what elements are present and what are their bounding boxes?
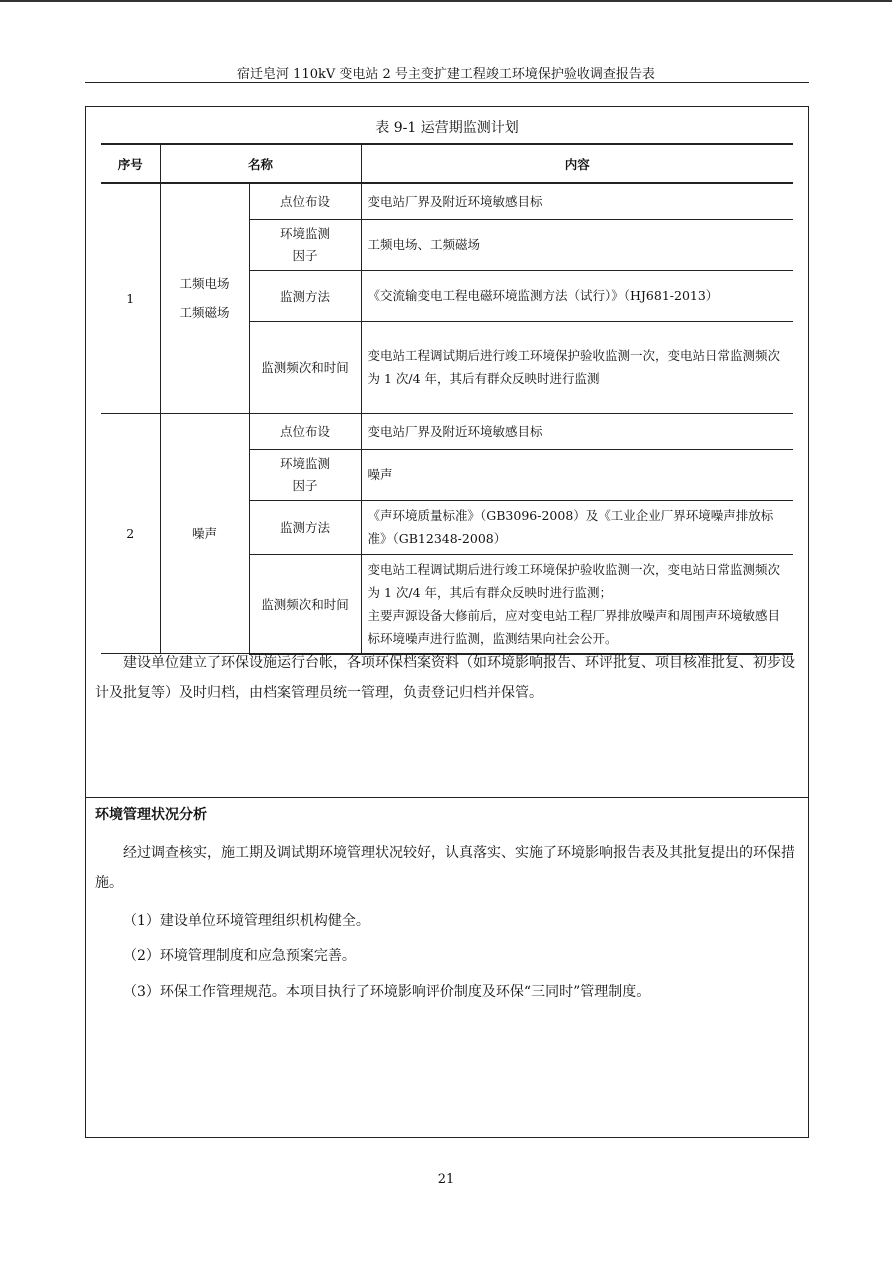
item-content: 《声环境质量标准》（GB3096-2008）及《工业企业厂界环境噪声排放标准》（GB12348-2008） <box>361 500 793 554</box>
group-name-line: 工频电场 <box>179 276 230 292</box>
item-label-line: 环境监测 <box>279 455 330 471</box>
group-index: 1 <box>101 183 160 413</box>
archive-paragraph: 建设单位建立了环保设施运行台帐，各项环保档案资料（如环境影响报告、环评批复、项目核准批复、初步设计及批复等）及时归档，由档案管理员统一管理，负责登记归档并保管。 <box>95 655 795 701</box>
item-label: 监测方法 <box>249 270 361 321</box>
group-name: 噪声 <box>160 413 249 654</box>
item-label: 监测方法 <box>249 500 361 554</box>
item-label: 点位布设 <box>249 413 361 449</box>
item-content: 工频电场、工频磁场 <box>361 219 793 270</box>
group-index: 2 <box>101 413 160 654</box>
monitoring-plan-table <box>101 143 793 655</box>
item-content-line: 变电站工程调试期后进行竣工环境保护验收监测一次，变电站日常监测频次为 1 次/4 年，其后有群众反映时进行监测； <box>367 561 781 600</box>
item-content-line: 主要声源设备大修前后，应对变电站工程厂界排放噪声和周围声环境敏感目标环境噪声进行监测，监测结果向社会公开。 <box>367 607 781 646</box>
analysis-item: （1）建设单位环境管理组织机构健全。 <box>123 913 370 929</box>
item-label <box>249 219 361 270</box>
table-row <box>101 413 793 449</box>
table-header-row <box>101 144 793 183</box>
document-header: 宿迁皂河 110kV 变电站 2 号主变扩建工程竣工环境保护验收调查报告表 <box>237 67 655 82</box>
page-number: 21 <box>437 1172 455 1187</box>
column-header-name: 名称 <box>160 144 361 183</box>
item-label: 监测频次和时间 <box>249 321 361 413</box>
section-divider <box>86 797 808 798</box>
column-header-index: 序号 <box>101 144 160 183</box>
column-header-content: 内容 <box>361 144 793 183</box>
header-rule <box>85 82 809 83</box>
item-label <box>249 449 361 500</box>
item-content: 变电站厂界及附近环境敏感目标 <box>361 413 793 449</box>
item-content <box>361 554 793 654</box>
table-row <box>101 183 793 219</box>
item-label: 监测频次和时间 <box>249 554 361 654</box>
item-content: 《交流输变电工程电磁环境监测方法（试行）》（HJ681-2013） <box>361 270 793 321</box>
item-label-line: 因子 <box>292 477 318 493</box>
item-content: 变电站厂界及附近环境敏感目标 <box>361 183 793 219</box>
table-caption: 表 9-1 运营期监测计划 <box>375 120 519 136</box>
item-label: 点位布设 <box>249 183 361 219</box>
item-label-line: 因子 <box>292 247 318 263</box>
page-top-border <box>0 0 892 2</box>
group-name-line: 工频磁场 <box>179 305 230 321</box>
item-label-line: 环境监测 <box>279 225 330 241</box>
analysis-intro: 经过调查核实，施工期及调试期环境管理状况较好，认真落实、实施了环境影响报告表及其批复提出的环保措施。 <box>95 845 795 891</box>
item-content: 噪声 <box>361 449 793 500</box>
group-name <box>160 183 249 413</box>
item-content: 变电站工程调试期后进行竣工环境保护验收监测一次，变电站日常监测频次为 1 次/4 年，其后有群众反映时进行监测 <box>361 321 793 413</box>
analysis-title: 环境管理状况分析 <box>95 807 207 823</box>
analysis-item: （2）环境管理制度和应急预案完善。 <box>123 948 356 964</box>
analysis-item: （3）环保工作管理规范。本项目执行了环境影响评价制度及环保“三同时”管理制度。 <box>123 984 651 1000</box>
